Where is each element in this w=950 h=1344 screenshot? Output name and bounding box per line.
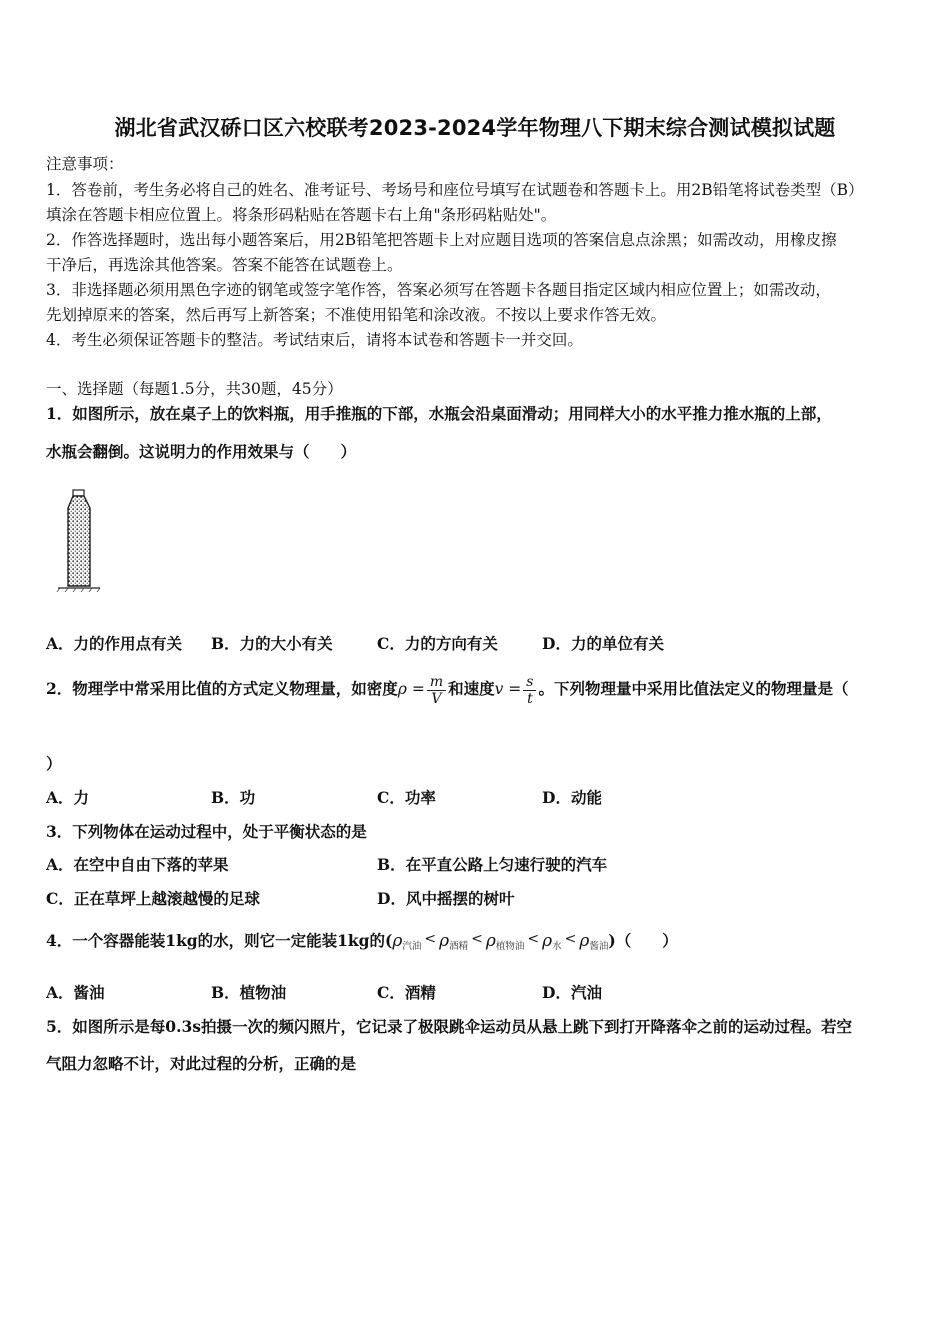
option-a: A．酱油 (46, 983, 105, 1002)
density-alcohol: $\rho_{酒精}$ (439, 931, 469, 952)
density-fraction (427, 674, 446, 707)
option-c: C．力的方向有关 (377, 634, 498, 653)
question-4-text: 4．一个容器能装1kg的水，则它一定能装1kg的( (46, 931, 393, 950)
less-than: < (424, 931, 437, 947)
option-a: A．力 (46, 788, 90, 807)
speed-denominator: t (527, 690, 533, 707)
option-b: B．力的大小有关 (211, 634, 333, 653)
question-2-stem (46, 672, 849, 707)
question-5-stem: 5．如图所示是每0.3s拍摄一次的频闪照片，它记录了极限跳伞运动员从悬上跳下到打开降落伞之前的运动过程。若空 (46, 1017, 852, 1036)
bottle-figure (56, 488, 102, 594)
notice-line: 4．考生必须保证答题卡的整洁。考试结束后，请将本试卷和答题卡一并交回。 (46, 331, 583, 349)
question-2-text: 和速度 (448, 679, 495, 698)
notice-line: 填涂在答题卡相应位置上。将条形码粘贴在答题卡右上角"条形码粘贴处"。 (46, 206, 557, 224)
notice-line: 干净后，再选涂其他答案。答案不能答在试题卷上。 (46, 256, 403, 274)
option-d: D．风中摇摆的树叶 (377, 889, 515, 908)
density-water: $\rho_水$ (542, 931, 562, 952)
option-c: C．酒精 (377, 983, 436, 1002)
notice-line: 3．非选择题必须用黑色字迹的钢笔或签字笔作答，答案必须写在答题卡各题目指定区域内相应位置上；如需改动， (46, 281, 831, 299)
density-denominator: V (431, 690, 442, 707)
notice-heading: 注意事项： (46, 155, 124, 173)
density-soy-sauce: $\rho_{酱油}$ (579, 931, 609, 952)
option-a: A．在空中自由下落的苹果 (46, 855, 229, 874)
page-title: 湖北省武汉硚口区六校联考2023-2024学年物理八下期末综合测试模拟试题 (114, 116, 836, 140)
less-than: < (471, 931, 483, 947)
option-c: C．正在草坪上越滚越慢的足球 (46, 889, 260, 908)
less-than: < (564, 931, 577, 947)
speed-lhs: v = (494, 680, 522, 698)
section-heading: 一、选择题（每题1.5分，共30题，45分） (46, 380, 343, 398)
density-numerator: m (427, 674, 446, 691)
speed-numerator: s (523, 674, 536, 691)
option-d: D．汽油 (542, 983, 602, 1002)
notice-line: 1．答卷前，考生务必将自己的姓名、准考证号、考场号和座位号填写在试题卷和答题卡上。用2B铅笔将试卷类型（B） (46, 181, 864, 199)
option-d: D．动能 (542, 788, 602, 807)
option-a: A．力的作用点有关 (46, 634, 183, 653)
question-4-text: )（ ） (608, 931, 678, 950)
speed-fraction (523, 674, 536, 707)
question-2-text: 2．物理学中常采用比值的方式定义物理量，如密度 (46, 679, 398, 698)
option-b: B．植物油 (211, 983, 287, 1002)
question-2-close: ） (46, 754, 62, 773)
question-5-stem-cont: 气阻力忽略不计，对此过程的分析，正确的是 (46, 1054, 357, 1073)
density-lhs: ρ = (397, 680, 425, 698)
notice-line: 2．作答选择题时，选出每小题答案后，用2B铅笔把答题卡上对应题目选项的答案信息点涂黑；如需改动，用橡皮擦 (46, 231, 837, 249)
question-3-stem: 3．下列物体在运动过程中，处于平衡状态的是 (46, 822, 367, 841)
density-vegetable-oil: $\rho_{植物油}$ (485, 931, 525, 952)
notice-line: 先划掉原来的答案，然后再写上新答案；不准使用铅笔和涂改液。不按以上要求作答无效。 (46, 306, 667, 324)
option-c: C．功率 (377, 788, 436, 807)
option-d: D．力的单位有关 (542, 634, 664, 653)
density-gasoline: $\rho_{汽油}$ (392, 931, 422, 952)
option-b: B．功 (211, 788, 256, 807)
option-b: B．在平直公路上匀速行驶的汽车 (377, 855, 608, 874)
question-4-stem (46, 924, 678, 962)
question-2-text: 。下列物理量中采用比值法定义的物理量是（ (538, 679, 849, 698)
question-1-stem-cont: 水瓶会翻倒。这说明力的作用效果与（ ） (46, 442, 357, 461)
question-1-stem: 1．如图所示，放在桌子上的饮料瓶，用手推瓶的下部，水瓶会沿桌面滑动；用同样大小的水平推力推水瓶的上部， (46, 404, 832, 423)
less-than: < (527, 931, 540, 947)
